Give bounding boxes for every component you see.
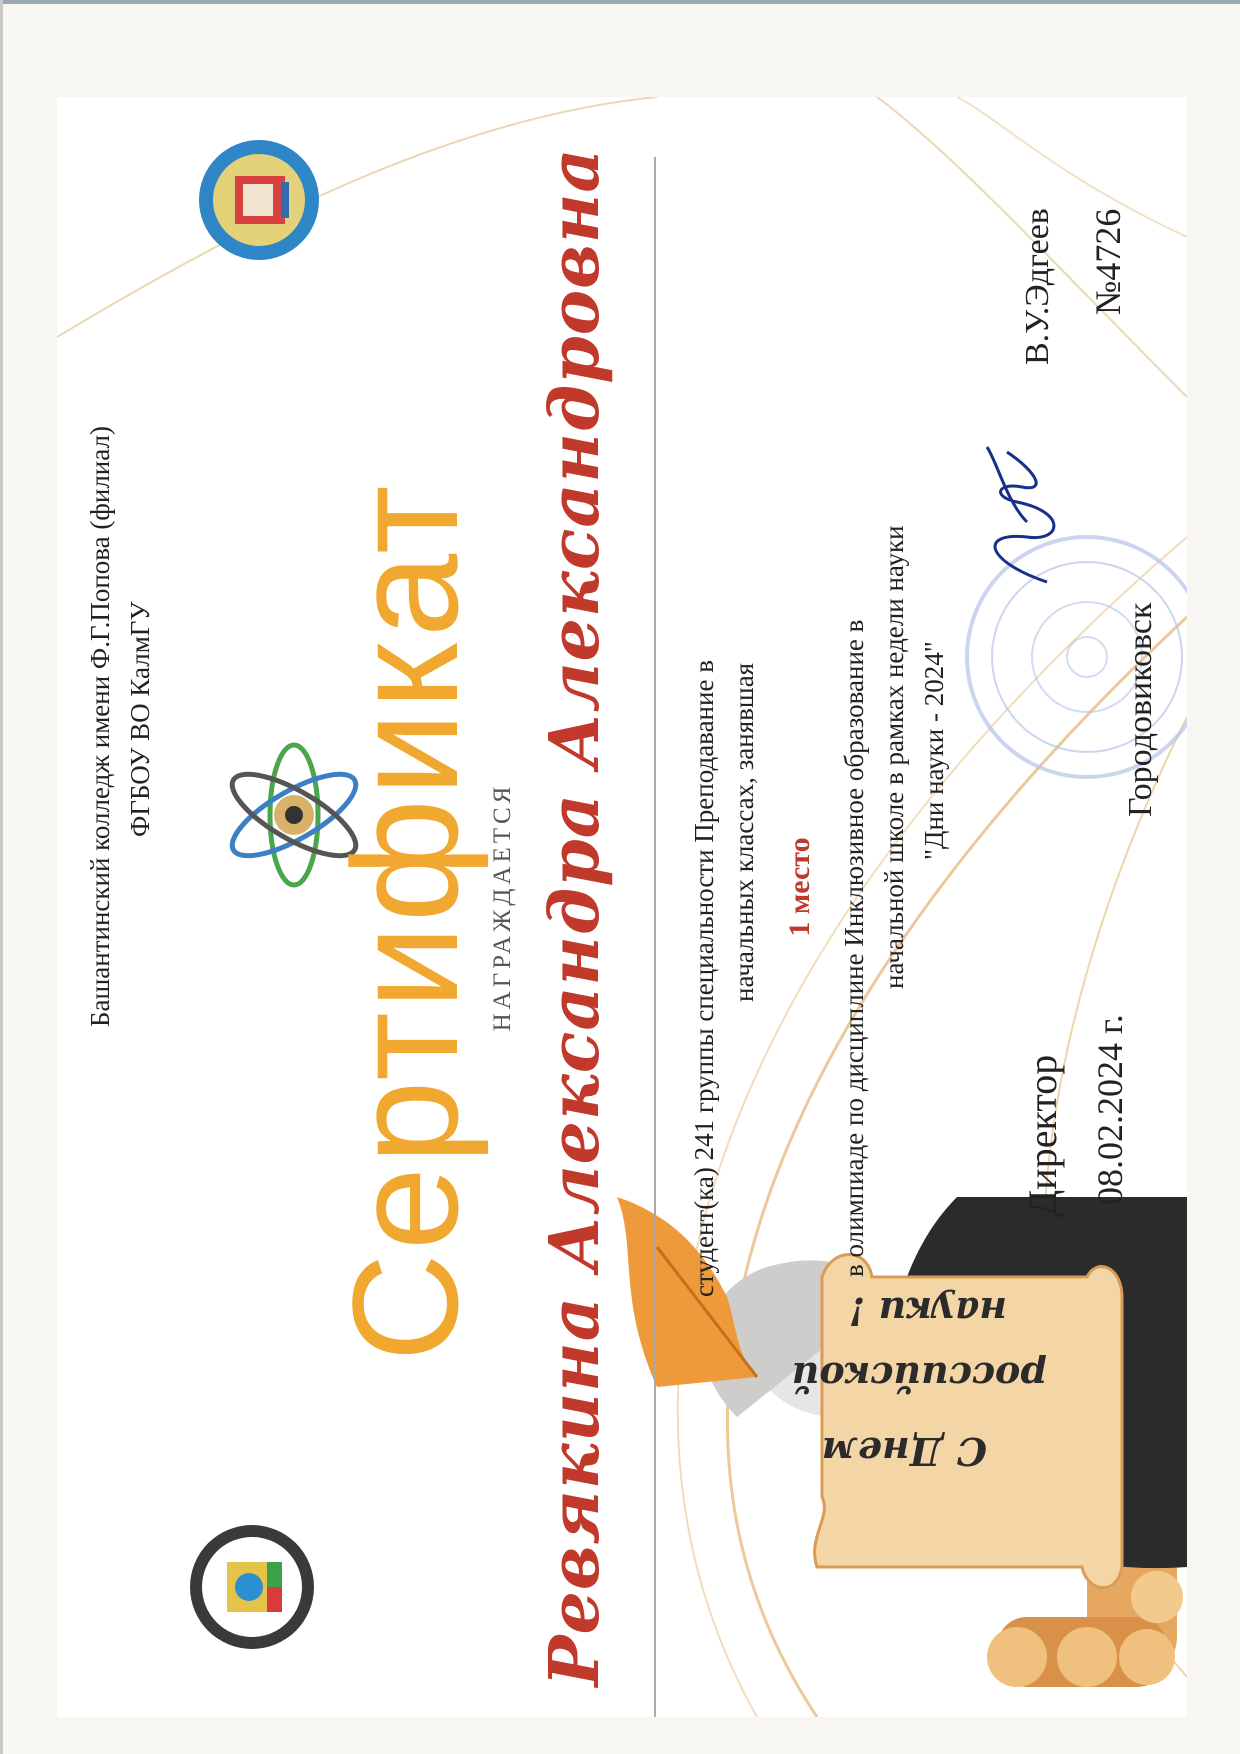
handwritten-signature	[967, 442, 1077, 592]
certificate	[57, 97, 1187, 1717]
recipient-name: Ревякина Александра Александровна	[535, 147, 615, 1687]
scan-left-edge	[0, 0, 3, 1754]
body-line-4: начальной школе в рамках недели науки	[879, 525, 909, 989]
scan-top-edge	[0, 0, 1240, 4]
certificate-title: Сертификат	[321, 482, 489, 1362]
banner-line-2: российской	[791, 1354, 1047, 1399]
place-label: 1 место	[783, 837, 816, 937]
body-line-2: начальных классах, занявшая	[729, 662, 759, 1002]
college-emblem-icon	[187, 1522, 317, 1652]
director-label: Директор	[1020, 1054, 1065, 1217]
banner-line-1: С Днем	[821, 1429, 987, 1474]
college-name: Башантинский колледж имени Ф.Г.Попова (филиал)	[85, 426, 115, 1027]
city-name: Городовиковск	[1122, 602, 1159, 817]
university-emblem-icon	[197, 137, 322, 262]
event-name: "Дни науки - 2024"	[919, 641, 949, 860]
body-line-1: студент(ка) 241 группы специальности Преподавание в	[689, 660, 719, 1297]
awarded-label: НАГРАЖДАЕТСЯ	[489, 782, 516, 1032]
body-line-3: в олимпиаде по дисциплине Инклюзивное образование в	[839, 619, 869, 1277]
certificate-number: №4726	[1088, 208, 1128, 315]
university-name: ФГБОУ ВО КалмГУ	[125, 601, 155, 837]
signer-name: В.У.Эдгеев	[1019, 208, 1056, 365]
recipient-underline	[654, 157, 656, 1717]
banner-line-3: науки !	[848, 1289, 1007, 1334]
issue-date: 08.02.2024 г.	[1090, 1014, 1130, 1205]
